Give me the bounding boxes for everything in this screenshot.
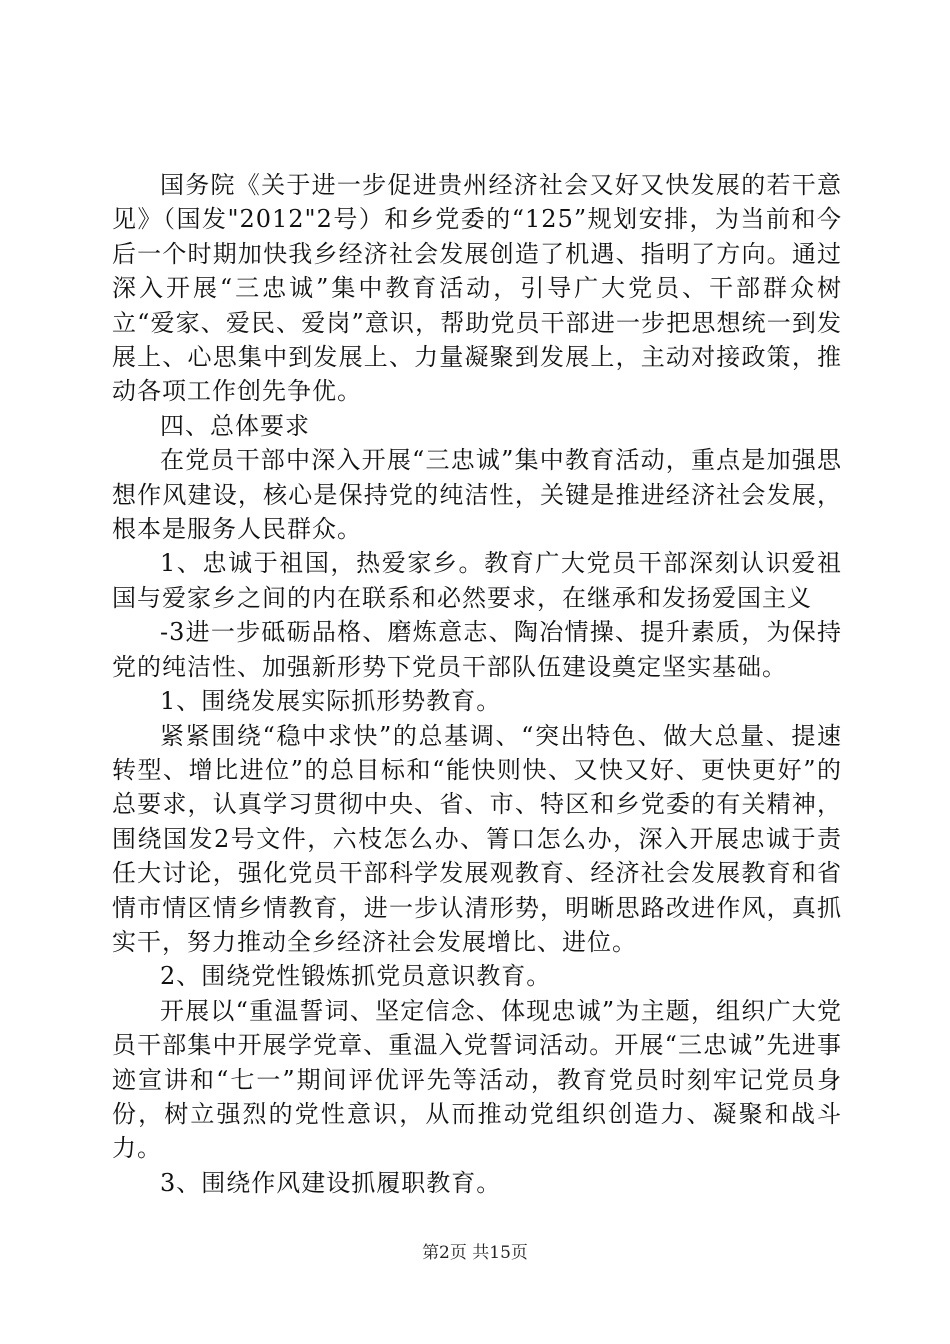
item-heading-party-awareness: 2、围绕党性锻炼抓党员意识教育。 (160, 962, 552, 991)
item-heading-situation-education: 1、围绕发展实际抓形势教育。 (160, 687, 502, 716)
paragraph-character-building: -3进一步砥砺品格、磨炼意志、陶冶情操、提升素质，为保持党的纯洁性、加强新形势下党员干部队伍建设奠定坚实基础。 (112, 618, 842, 681)
paragraph-general-requirements: 在党员干部中深入开展“三忠诚”集中教育活动，重点是加强思想作风建设，核心是保持党的纯洁性，关键是推进经济社会发展，根本是服务人民群众。 (112, 446, 842, 544)
section-heading-general-requirements: 四、总体要求 (160, 411, 310, 440)
paragraph-situation-education: 紧紧围绕“稳中求快”的总基调、“突出特色、做大总量、提速转型、增比进位”的总目标和“能快则快、又快又好、更快更好”的总要求，认真学习贯彻中央、省、市、特区和乡党委的有关精神，围绕国发2号文件，六枝怎么办、箐口怎么办，深入开展忠诚于责任大讨论，强化党员干部科学发展观教育、经济社会发展教育和省情市情区情乡情教育，进一步认清形势，明晰思路改进作风，真抓实干，努力推动全乡经济社会发展增比、进位。 (112, 721, 842, 956)
page-number-footer: 第2页 共15页 (422, 1243, 528, 1263)
document-body (112, 168, 842, 1200)
item-heading-duty-education: 3、围绕作风建设抓履职教育。 (160, 1168, 502, 1197)
paragraph-party-awareness: 开展以“重温誓词、坚定信念、体现忠诚”为主题，组织广大党员干部集中开展学党章、重温入党誓词活动。开展“三忠诚”先进事迹宣讲和“七一”期间评优评先等活动，教育党员时刻牢记党员身份，树立强烈的党性意识，从而推动党组织创造力、凝聚和战斗力。 (112, 996, 842, 1163)
paragraph-loyalty-to-country: 1、忠诚于祖国，热爱家乡。教育广大党员干部深刻认识爱祖国与爱家乡之间的内在联系和必然要求，在继承和发扬爱国主义 (112, 549, 842, 612)
paragraph-intro: 国务院《关于进一步促进贵州经济社会又好又快发展的若干意见》（国发"2012"2号）和乡党委的“125”规划安排，为当前和今后一个时期加快我乡经济社会发展创造了机遇、指明了方向。通过深入开展“三忠诚”集中教育活动，引导广大党员、干部群众树立“爱家、爱民、爱岗”意识，帮助党员干部进一步把思想统一到发展上、心思集中到发展上、力量凝聚到发展上，主动对接政策，推动各项工作创先争优。 (112, 171, 842, 406)
